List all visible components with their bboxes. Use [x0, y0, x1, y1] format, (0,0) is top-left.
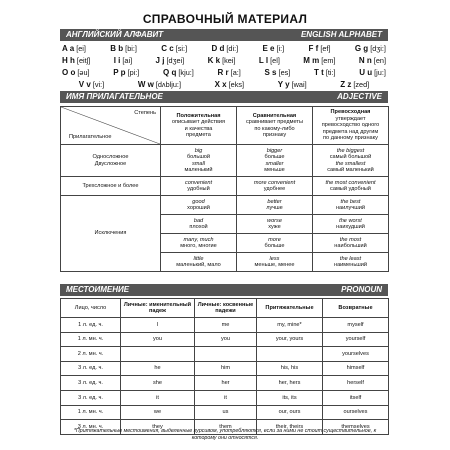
corner-degree-label: Степень [134, 110, 156, 116]
word-ru: большой [186, 154, 211, 161]
letter-glyph: I i [113, 56, 121, 65]
word-ru: лучше [266, 205, 283, 211]
alphabet-letter [359, 55, 386, 67]
letter-transcription: [eitʃ] [76, 56, 91, 65]
adjective-header [60, 91, 388, 103]
letter-glyph: K k [207, 56, 221, 65]
pronoun-cell: my, mine* [257, 318, 323, 333]
pronoun-col-oblique: Личные: косвенные падежи [195, 299, 257, 318]
header-positive-desc-2: и качества [184, 125, 213, 132]
alphabet-letter [161, 43, 187, 55]
pronoun-cell: himself [323, 361, 389, 376]
word-ru: удобнее [263, 186, 286, 192]
word-en: the biggest [336, 147, 365, 154]
word-en: big [194, 147, 203, 154]
alphabet-letter [211, 43, 238, 55]
header-comparative-desc-1: сравнивает предметы [245, 119, 303, 126]
letter-transcription: [di:] [226, 44, 239, 53]
adjective-corner-cell [61, 107, 161, 145]
header-superlative-desc-1: утверждает [335, 115, 366, 122]
pronoun-cell: 3 л. мн. ч. [61, 420, 121, 435]
word-en: more convenient [253, 179, 296, 186]
pronoun-cell: they [121, 420, 195, 435]
word-en: bigger [266, 147, 283, 154]
header-comparative-desc-2: по какому-либо [254, 125, 295, 132]
exc-many-superlative [313, 234, 389, 253]
letter-transcription: [el] [270, 56, 280, 65]
pronoun-row [61, 390, 389, 405]
word-ru: самый маленький [327, 166, 374, 173]
alphabet-letter [309, 43, 331, 55]
exc-bad-superlative [313, 215, 389, 234]
word-en: bad [193, 217, 204, 224]
exc-little-positive [161, 253, 237, 272]
letter-glyph: J j [155, 56, 165, 65]
word-ru: много, многие [180, 243, 217, 249]
pronoun-cell [257, 347, 323, 362]
alphabet-letter [303, 55, 335, 67]
pronoun-cell: themselves [323, 420, 389, 435]
pronoun-cell: yourself [323, 332, 389, 347]
pronoun-cell: we [121, 405, 195, 420]
pronoun-cell: I [121, 318, 195, 333]
alphabet-row [62, 79, 386, 91]
word-en: the most [339, 236, 362, 243]
letter-transcription: [pi:] [127, 68, 140, 77]
letter-glyph: B b [110, 44, 124, 53]
word-en: the least [339, 255, 362, 262]
pronoun-cell: 1 л. ед. ч. [61, 318, 121, 333]
letter-glyph: Z z [340, 80, 352, 89]
pronoun-col-possessive: Притяжательные [257, 299, 323, 318]
row-short-label-2: Двусложное [94, 160, 127, 167]
header-superlative-desc-2: превосходство одного [321, 122, 380, 129]
pronoun-cell: she [121, 376, 195, 391]
word-en: less [269, 255, 280, 262]
letter-transcription: [vi:] [92, 80, 105, 89]
header-superlative [313, 107, 389, 145]
word-ru: наилучший [335, 205, 366, 211]
pronoun-cell: yourselves [323, 347, 389, 362]
letter-glyph: X x [214, 80, 227, 89]
alphabet-grid [62, 43, 386, 91]
word-ru: самый удобный [330, 186, 371, 192]
pronoun-cell: myself [323, 318, 389, 333]
pronoun-col-reflexive: Возвратные [323, 299, 389, 318]
letter-transcription: [en] [373, 56, 386, 65]
header-positive-desc-3: предмета [186, 131, 211, 138]
pronoun-cell: you [195, 332, 257, 347]
letter-glyph: H h [62, 56, 75, 65]
row-long-positive [161, 177, 237, 196]
word-ru: наименьший [333, 262, 368, 268]
pronoun-label-ru: МЕСТОИМЕНИЕ [66, 285, 130, 294]
alphabet-letter [163, 67, 194, 79]
letter-glyph: S s [264, 68, 277, 77]
alphabet-letter [259, 55, 280, 67]
pronoun-cell: you [121, 332, 195, 347]
word-ru: хороший [187, 205, 210, 211]
pronoun-cell: their, theirs [257, 420, 323, 435]
word-ru: наибольший [334, 243, 367, 249]
letter-transcription: [ai] [122, 56, 133, 65]
alphabet-row [62, 43, 386, 55]
word-ru: больше [264, 243, 285, 249]
word-en: the most convenient [325, 179, 376, 186]
pronoun-row [61, 332, 389, 347]
corner-adjective-label: Прилагательное [69, 133, 112, 140]
letter-transcription: [dʌblju:] [155, 80, 181, 89]
exc-bad-positive [161, 215, 237, 234]
word-ru: маленький, мало [176, 262, 221, 268]
letter-transcription: [eks] [228, 80, 245, 89]
exc-many-comparative [237, 234, 313, 253]
word-ru: наихудший [336, 224, 365, 230]
pronoun-cell: ourselves [323, 405, 389, 420]
alphabet-letter [62, 55, 90, 67]
letter-transcription: [zed] [353, 80, 370, 89]
row-long-label: Трехсложное и более [61, 177, 161, 196]
pronoun-cell: us [195, 405, 257, 420]
pronoun-cell: its, its [257, 390, 323, 405]
pronoun-col-person: Лицо, число [61, 299, 121, 318]
alphabet-letter [215, 79, 244, 91]
word-en: the best [340, 198, 361, 205]
pronoun-header [60, 284, 388, 296]
letter-glyph: Q q [163, 68, 177, 77]
letter-transcription: [es] [278, 68, 291, 77]
alphabet-label-en: ENGLISH ALPHABET [300, 30, 382, 39]
exc-bad-comparative [237, 215, 313, 234]
row-short-label-1: Односложное [92, 154, 129, 161]
pronoun-cell: her [195, 376, 257, 391]
pronoun-row [61, 361, 389, 376]
letter-glyph: G g [354, 44, 369, 53]
exceptions-label: Исключения [61, 196, 161, 272]
letter-transcription: [dʒei] [166, 56, 185, 65]
pronoun-cell: your, yours [257, 332, 323, 347]
pronoun-cell [121, 347, 195, 362]
letter-transcription: [i:] [276, 44, 285, 53]
pronoun-cell: his, his [257, 361, 323, 376]
exc-many-positive [161, 234, 237, 253]
letter-glyph: V v [78, 80, 91, 89]
word-en: many, much [183, 236, 214, 243]
letter-transcription: [a:] [230, 68, 241, 77]
pronoun-cell: 3 л. ед. ч. [61, 376, 121, 391]
header-superlative-desc-3: предмета над другим [322, 128, 379, 135]
pronoun-cell: her, hers [257, 376, 323, 391]
pronoun-cell: 1 л. мн. ч. [61, 405, 121, 420]
pronoun-cell: herself [323, 376, 389, 391]
exc-good-superlative [313, 196, 389, 215]
word-en: worse [267, 217, 282, 224]
pronoun-col-nominative: Личные: именительный падеж [121, 299, 195, 318]
letter-glyph: A a [62, 44, 75, 53]
alphabet-header [60, 29, 388, 41]
alphabet-letter [278, 79, 307, 91]
row-short-positive [161, 145, 237, 177]
word-ru: плохой [189, 224, 208, 230]
letter-transcription: [ju:] [374, 68, 386, 77]
exc-good-comparative [237, 196, 313, 215]
alphabet-letter [359, 67, 386, 79]
pronoun-row [61, 376, 389, 391]
alphabet-letter [208, 55, 236, 67]
pronoun-row [61, 318, 389, 333]
word-en: more [268, 236, 281, 243]
letter-transcription: [bi:] [125, 44, 137, 53]
word-ru: маленький [184, 166, 213, 173]
alphabet-letter [262, 43, 284, 55]
word-en: little [193, 255, 204, 262]
letter-transcription: [ei] [76, 44, 86, 53]
letter-glyph: Y y [277, 80, 290, 89]
word-ru: больше [264, 154, 285, 161]
exc-good-positive [161, 196, 237, 215]
letter-transcription: [kju:] [178, 68, 194, 77]
alphabet-letter [62, 67, 90, 79]
header-comparative-desc-3: признаку [262, 131, 287, 138]
header-comparative-title: Сравнительная [252, 112, 297, 119]
letter-glyph: W w [137, 80, 154, 89]
pronoun-cell [195, 347, 257, 362]
word-ru: меньше [264, 166, 285, 173]
word-en: convenient [184, 179, 213, 186]
pronoun-cell: our, ours [257, 405, 323, 420]
alphabet-letter [138, 79, 181, 91]
header-positive-title: Положительная [176, 112, 221, 119]
letter-transcription: [wai] [291, 80, 307, 89]
alphabet-letter [314, 67, 336, 79]
row-long-comparative [237, 177, 313, 196]
word-en: better [267, 198, 282, 205]
row-short-superlative [313, 145, 389, 177]
header-superlative-desc-4: по данному признаку [323, 135, 378, 142]
alphabet-letter [340, 79, 369, 91]
letter-transcription: [em] [321, 56, 336, 65]
word-en: small [191, 160, 206, 167]
alphabet-letter [113, 67, 139, 79]
pronoun-cell: 2 л. мн. ч. [61, 347, 121, 362]
header-comparative [237, 107, 313, 145]
pronoun-cell: 3 л. ед. ч. [61, 390, 121, 405]
alphabet-row [62, 55, 386, 67]
pronoun-cell: 3 л. ед. ч. [61, 361, 121, 376]
pronoun-cell: 1 л. мн. ч. [61, 332, 121, 347]
adjective-label-ru: ИМЯ ПРИЛАГАТЕЛЬНОЕ [66, 92, 163, 101]
alphabet-letter [218, 67, 241, 79]
pronoun-label-en: PRONOUN [341, 285, 382, 294]
pronoun-row [61, 405, 389, 420]
letter-glyph: T t [314, 68, 324, 77]
pronoun-header-row [61, 299, 389, 318]
word-ru: хуже [268, 224, 281, 230]
pronoun-cell: him [195, 361, 257, 376]
word-en: smaller [265, 160, 284, 167]
letter-transcription: [si:] [175, 44, 188, 53]
row-long-superlative [313, 177, 389, 196]
word-en: the worst [339, 217, 362, 224]
letter-glyph: U u [359, 68, 373, 77]
pronoun-cell: me [195, 318, 257, 333]
letter-glyph: D d [211, 44, 225, 53]
page-title: СПРАВОЧНЫЙ МАТЕРИАЛ [142, 12, 308, 26]
letter-transcription: [dʒi:] [370, 44, 386, 53]
header-positive-desc-1: описывает действия [171, 119, 226, 126]
word-ru: самый большой [329, 154, 372, 161]
alphabet-row [62, 67, 386, 79]
letter-glyph: P p [113, 68, 126, 77]
word-ru: меньше, менее [254, 262, 295, 268]
alphabet-letter [79, 79, 104, 91]
alphabet-letter [110, 43, 137, 55]
word-ru: удобный [187, 186, 210, 192]
exc-little-superlative [313, 253, 389, 272]
pronoun-cell: them [195, 420, 257, 435]
header-superlative-title: Превосходная [330, 109, 371, 116]
letter-glyph: C c [161, 44, 174, 53]
adjective-label-en: ADJECTIVE [337, 92, 382, 101]
pronoun-cell: he [121, 361, 195, 376]
adjective-table [60, 106, 389, 272]
letter-glyph: O o [62, 68, 76, 77]
pronoun-cell: itself [323, 390, 389, 405]
header-positive [161, 107, 237, 145]
word-en: the smallest [335, 160, 366, 167]
exc-little-comparative [237, 253, 313, 272]
row-short-label [61, 145, 161, 177]
alphabet-label-ru: АНГЛИЙСКИЙ АЛФАВИТ [66, 30, 164, 39]
pronoun-table [60, 298, 389, 435]
letter-glyph: L l [258, 56, 269, 65]
pronoun-cell: it [121, 390, 195, 405]
alphabet-letter [114, 55, 132, 67]
alphabet-letter [156, 55, 185, 67]
alphabet-letter [355, 43, 386, 55]
letter-glyph: N n [358, 56, 372, 65]
word-en: good [192, 198, 205, 205]
alphabet-letter [62, 43, 86, 55]
letter-transcription: [əu] [77, 68, 90, 77]
alphabet-letter [265, 67, 291, 79]
pronoun-cell: it [195, 390, 257, 405]
letter-glyph: R r [217, 68, 229, 77]
letter-transcription: [ef] [320, 44, 331, 53]
row-short-comparative [237, 145, 313, 177]
letter-glyph: E e [262, 44, 275, 53]
letter-glyph: F f [308, 44, 319, 53]
letter-transcription: [kei] [222, 56, 236, 65]
letter-transcription: [ti:] [325, 68, 336, 77]
footnote: *Притяжательные местоимения, выделенные курсивом, употребляются, если за ними не стоит существительное, к которому они относятся. [73, 428, 377, 441]
letter-glyph: M m [303, 56, 320, 65]
pronoun-row [61, 347, 389, 362]
